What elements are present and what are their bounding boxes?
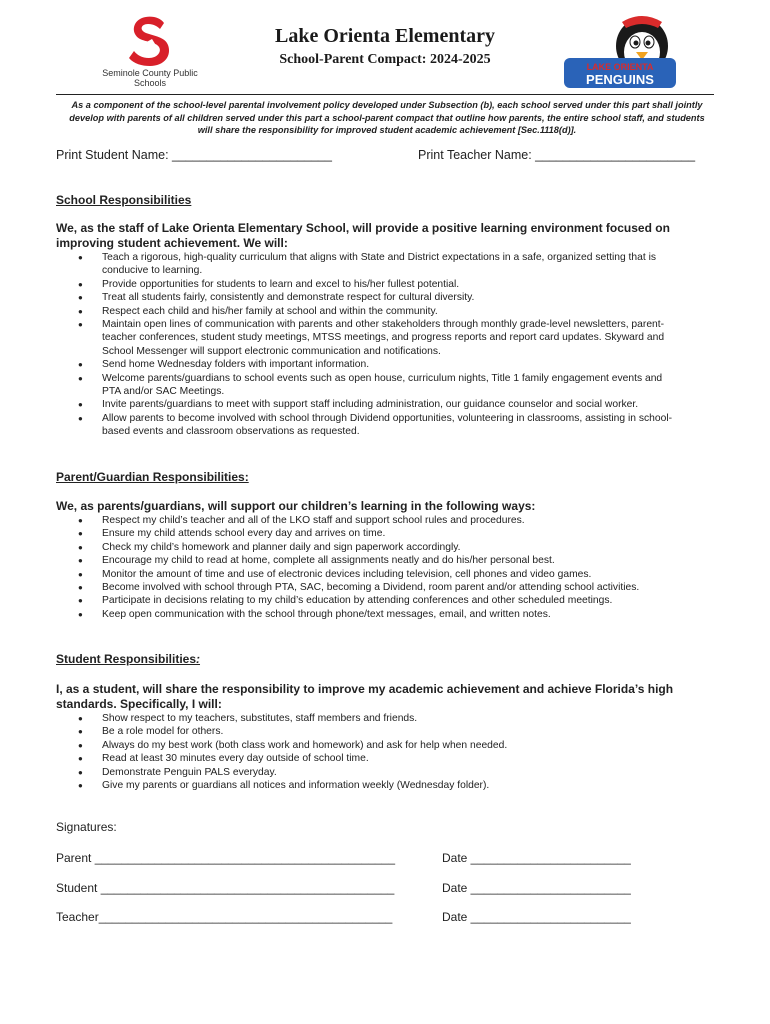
school-name: Lake Orienta Elementary	[275, 25, 495, 47]
student-list	[56, 712, 676, 792]
school-list	[56, 251, 676, 439]
parent-signature-row	[56, 851, 716, 865]
signatures-label: Signatures:	[56, 820, 117, 834]
parent-heading: Parent/Guardian Responsibilities:	[56, 470, 249, 484]
list-item: ● Ensure my child attends school every day and arrives on time.	[56, 527, 676, 540]
list-item: ● Show respect to my teachers, substitutes, staff members and friends.	[56, 712, 676, 725]
parent-signature-field[interactable]: Parent _____________________________________________	[56, 851, 396, 865]
list-item: ● Treat all students fairly, consistently and demonstrate respect for cultural diversity.	[56, 291, 676, 304]
list-item: ● Maintain open lines of communication with parents and other stakeholders through monthly grade-level newsletters, parent-teacher conferences, student study meetings, MTSS meetings, and progress reports and report card updates. Skyward and School Messenger will support electronic communication and notifications.	[56, 318, 676, 358]
list-item: ● Read at least 30 minutes every day outside of school time.	[56, 752, 676, 765]
teacher-date-field[interactable]: Date ________________________	[442, 910, 631, 924]
list-item: ● Keep open communication with the school through phone/text messages, email, and written notes.	[56, 608, 676, 621]
svg-text:LAKE ORIENTA: LAKE ORIENTA	[586, 62, 654, 72]
print-student-name-field[interactable]: Print Student Name: _______________________	[56, 148, 332, 162]
mascot-logo	[562, 12, 682, 92]
list-item: ● Monitor the amount of time and use of electronic devices including television, cell phones and video games.	[56, 568, 676, 581]
school-heading: School Responsibilities	[56, 193, 192, 207]
list-item: ● Respect my child’s teacher and all of the LKO staff and support school rules and procedures.	[56, 514, 676, 527]
list-item: ● Respect each child and his/her family at school and within the community.	[56, 305, 676, 318]
student-heading-text: Student Responsibilities	[56, 652, 197, 666]
district-s-icon	[126, 14, 174, 66]
list-item: ● Teach a rigorous, high-quality curriculum that aligns with State and District expectations in a safe, organized setting that is conducive to learning.	[56, 251, 676, 278]
intro-paragraph: As a component of the school-level parental involvement policy developed under Subsection (b), each school served under this part shall jointly develop with parents of all children served under this part a school-parent compact that outline how parents, the entire school staff, and students will share the responsibility for improved student academic achievement [Sec.1118(d)].	[69, 100, 705, 135]
student-date-field[interactable]: Date ________________________	[442, 881, 631, 895]
list-item: ● Be a role model for others.	[56, 725, 676, 738]
list-item: ● Send home Wednesday folders with important information.	[56, 358, 676, 371]
teacher-signature-field[interactable]: Teacher____________________________________________	[56, 910, 393, 924]
list-item: ● Encourage my child to read at home, complete all assignments neatly and do his/her personal best.	[56, 554, 676, 567]
list-item: ● Invite parents/guardians to meet with support staff including administration, our guidance counselor and social worker.	[56, 398, 676, 411]
list-item: ● Become involved with school through PTA, SAC, becoming a Dividend, room parent and/or attending school activities.	[56, 581, 676, 594]
parent-list	[56, 514, 676, 621]
list-item: ● Give my parents or guardians all notices and information weekly (Wednesday folder).	[56, 779, 676, 792]
teacher-signature-row	[56, 910, 716, 924]
header-rule	[56, 94, 714, 95]
list-item: ● Provide opportunities for students to learn and excel to his/her fullest potential.	[56, 278, 676, 291]
list-item: ● Check my child’s homework and planner daily and sign paperwork accordingly.	[56, 541, 676, 554]
svg-text:PENGUINS: PENGUINS	[586, 72, 654, 87]
student-lead: I, as a student, will share the responsibility to improve my academic achievement and achieve Florida’s high standards. Specifically, I will:	[56, 682, 674, 711]
penguin-mascot-icon	[562, 12, 682, 92]
title-block	[220, 24, 550, 70]
district-logo	[100, 14, 200, 94]
list-item: ● Participate in decisions relating to my child’s education by attending conferences and other scheduled meetings.	[56, 594, 676, 607]
district-name: Seminole County Public Schools	[102, 68, 198, 88]
print-teacher-name-field[interactable]: Print Teacher Name: _______________________	[418, 148, 696, 162]
list-item: ● Welcome parents/guardians to school events such as open house, curriculum nights, Title 1 family engagement events and PTA and/or SAC Meetings.	[56, 372, 676, 399]
parent-lead: We, as parents/guardians, will support our children’s learning in the following ways:	[56, 499, 536, 513]
list-item: ● Demonstrate Penguin PALS everyday.	[56, 766, 676, 779]
student-heading	[56, 652, 200, 666]
list-item: ● Always do my best work (both class work and homework) and ask for help when needed.	[56, 739, 676, 752]
school-lead: We, as the staff of Lake Orienta Elementary School, will provide a positive learning environment focused on improving student achievement. We will:	[56, 221, 670, 250]
parent-date-field[interactable]: Date ________________________	[442, 851, 631, 865]
list-item: ● Allow parents to become involved with school through Dividend opportunities, volunteering in classrooms, assisting in school-based events and classroom observations as requested.	[56, 412, 676, 439]
compact-title: School-Parent Compact: 2024-2025	[279, 52, 491, 67]
student-signature-field[interactable]: Student ____________________________________________	[56, 881, 395, 895]
student-signature-row	[56, 881, 716, 895]
student-heading-colon: :	[196, 652, 201, 666]
